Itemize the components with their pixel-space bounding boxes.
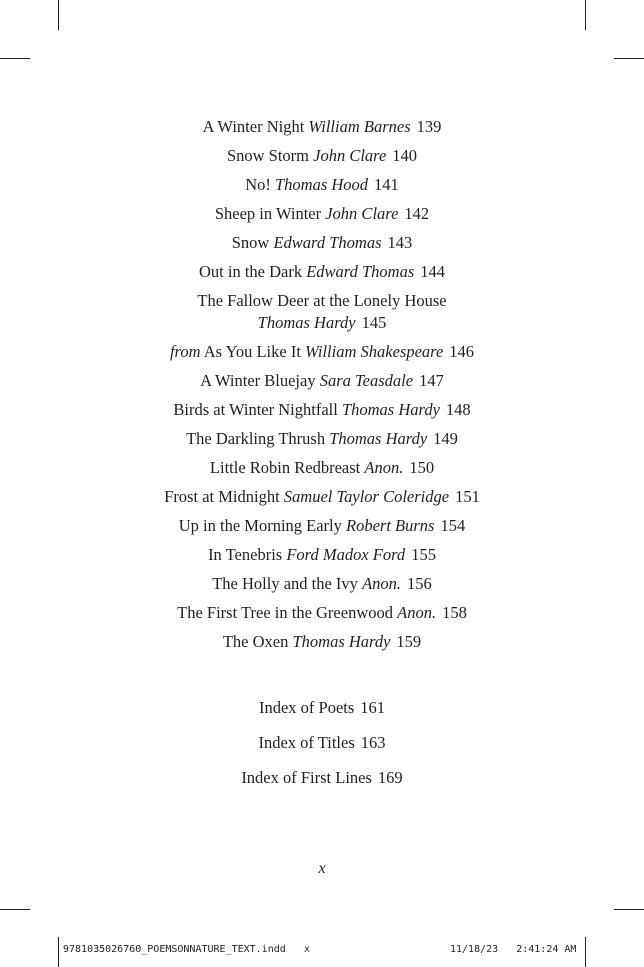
page-number: 144	[420, 262, 446, 281]
toc-entry	[0, 573, 644, 595]
excerpt-prefix: from	[169, 342, 201, 361]
toc-entry	[0, 457, 644, 479]
page-number: 155	[411, 545, 436, 564]
poem-title: Snow Storm	[226, 146, 309, 165]
index-entry	[0, 697, 644, 719]
poem-title: As You Like It	[203, 342, 301, 361]
page-number: 150	[409, 458, 435, 477]
index-label: Index of First Lines	[241, 768, 372, 787]
page-number: 151	[455, 487, 480, 506]
toc-entry	[0, 631, 644, 653]
toc-entry	[0, 602, 644, 624]
poem-author: William Barnes	[308, 117, 411, 136]
page-number: 159	[396, 632, 422, 651]
poem-title: Sheep in Winter	[214, 204, 322, 223]
toc-entry	[0, 145, 644, 167]
index-entry	[0, 732, 644, 754]
poem-author: John Clare	[325, 204, 399, 223]
poem-title: The Oxen	[222, 632, 289, 651]
poem-author: William Shakespeare	[305, 342, 444, 361]
page-number: 156	[407, 574, 432, 593]
poem-title: A Winter Night	[202, 117, 305, 136]
page-number: 147	[419, 371, 444, 390]
toc-entry	[0, 428, 644, 450]
page-number: 143	[387, 233, 413, 252]
toc-entry-second-line	[0, 312, 644, 334]
crop-mark-bottom-right	[585, 937, 586, 967]
poem-author: Anon.	[397, 603, 437, 622]
folio-page-number: x	[318, 860, 326, 877]
poem-title: The First Tree in the Greenwood	[177, 603, 393, 622]
crop-mark-right-bottom	[614, 909, 644, 910]
slug-timestamp: 11/18/23 2:41:24 AM	[450, 944, 577, 955]
toc-entry	[0, 370, 644, 392]
poem-author: Robert Burns	[346, 516, 435, 535]
poem-author: Anon.	[362, 574, 402, 593]
poem-title: A Winter Bluejay	[200, 371, 316, 390]
poem-author: Thomas Hardy	[329, 429, 428, 448]
toc-entry	[0, 515, 644, 537]
page-number: 154	[440, 516, 466, 535]
index-label: Index of Poets	[258, 698, 355, 717]
poem-title: The Darkling Thrush	[186, 429, 326, 448]
crop-mark-top-right	[585, 0, 586, 30]
poem-author: Thomas Hardy	[341, 400, 440, 419]
toc-entry	[0, 174, 644, 196]
poem-title: In Tenebris	[208, 545, 283, 564]
page-number: 140	[392, 146, 418, 165]
poem-author: Edward Thomas	[273, 233, 382, 252]
page-number: 141	[374, 175, 399, 194]
page-number: 149	[433, 429, 458, 448]
toc-entry	[0, 486, 644, 508]
poem-author: Edward Thomas	[306, 262, 415, 281]
toc-entry	[0, 261, 644, 283]
poem-title: Up in the Morning Early	[178, 516, 342, 535]
crop-mark-bottom-left	[58, 937, 59, 967]
poem-title: The Holly and the Ivy	[212, 574, 358, 593]
page-number: 158	[442, 603, 467, 622]
page-number: 139	[416, 117, 442, 136]
poem-title: Snow	[231, 233, 270, 252]
toc-entry	[0, 116, 644, 138]
poem-title: No!	[245, 175, 271, 194]
poem-title: Frost at Midnight	[164, 487, 280, 506]
poem-author: Thomas Hardy	[257, 313, 356, 332]
page-number: 145	[361, 313, 387, 332]
poem-title: Little Robin Redbreast	[209, 458, 361, 477]
page-number: 161	[360, 698, 386, 717]
poem-author: Thomas Hood	[274, 175, 369, 194]
poem-author: Thomas Hardy	[292, 632, 391, 651]
toc-entry	[0, 399, 644, 421]
poem-author: Ford Madox Ford	[286, 545, 406, 564]
poem-title: Birds at Winter Nightfall	[173, 400, 338, 419]
page-number: 142	[404, 204, 430, 223]
poem-author: Anon.	[364, 458, 404, 477]
poem-author: Samuel Taylor Coleridge	[283, 487, 450, 506]
table-of-contents	[0, 116, 644, 660]
poem-author: Sara Teasdale	[319, 371, 414, 390]
crop-mark-right-top	[614, 58, 644, 59]
page-number: 148	[445, 400, 471, 419]
toc-entry	[0, 290, 644, 334]
toc-entry	[0, 341, 644, 363]
toc-entry	[0, 232, 644, 254]
poem-title: The Fallow Deer at the Lonely House	[197, 291, 447, 310]
crop-mark-left-bottom	[0, 909, 30, 910]
crop-mark-top-left	[58, 0, 59, 30]
page-number: 163	[360, 733, 386, 752]
index-list	[0, 697, 644, 802]
toc-entry	[0, 544, 644, 566]
crop-mark-left-top	[0, 58, 30, 59]
index-label: Index of Titles	[258, 733, 355, 752]
index-entry	[0, 767, 644, 789]
toc-entry	[0, 203, 644, 225]
poem-title: Out in the Dark	[198, 262, 303, 281]
slug-filename: 9781035026760_POEMSONNATURE_TEXT.indd x	[63, 944, 310, 955]
page-number: 146	[449, 342, 475, 361]
page-number: 169	[377, 768, 403, 787]
poem-author: John Clare	[313, 146, 387, 165]
